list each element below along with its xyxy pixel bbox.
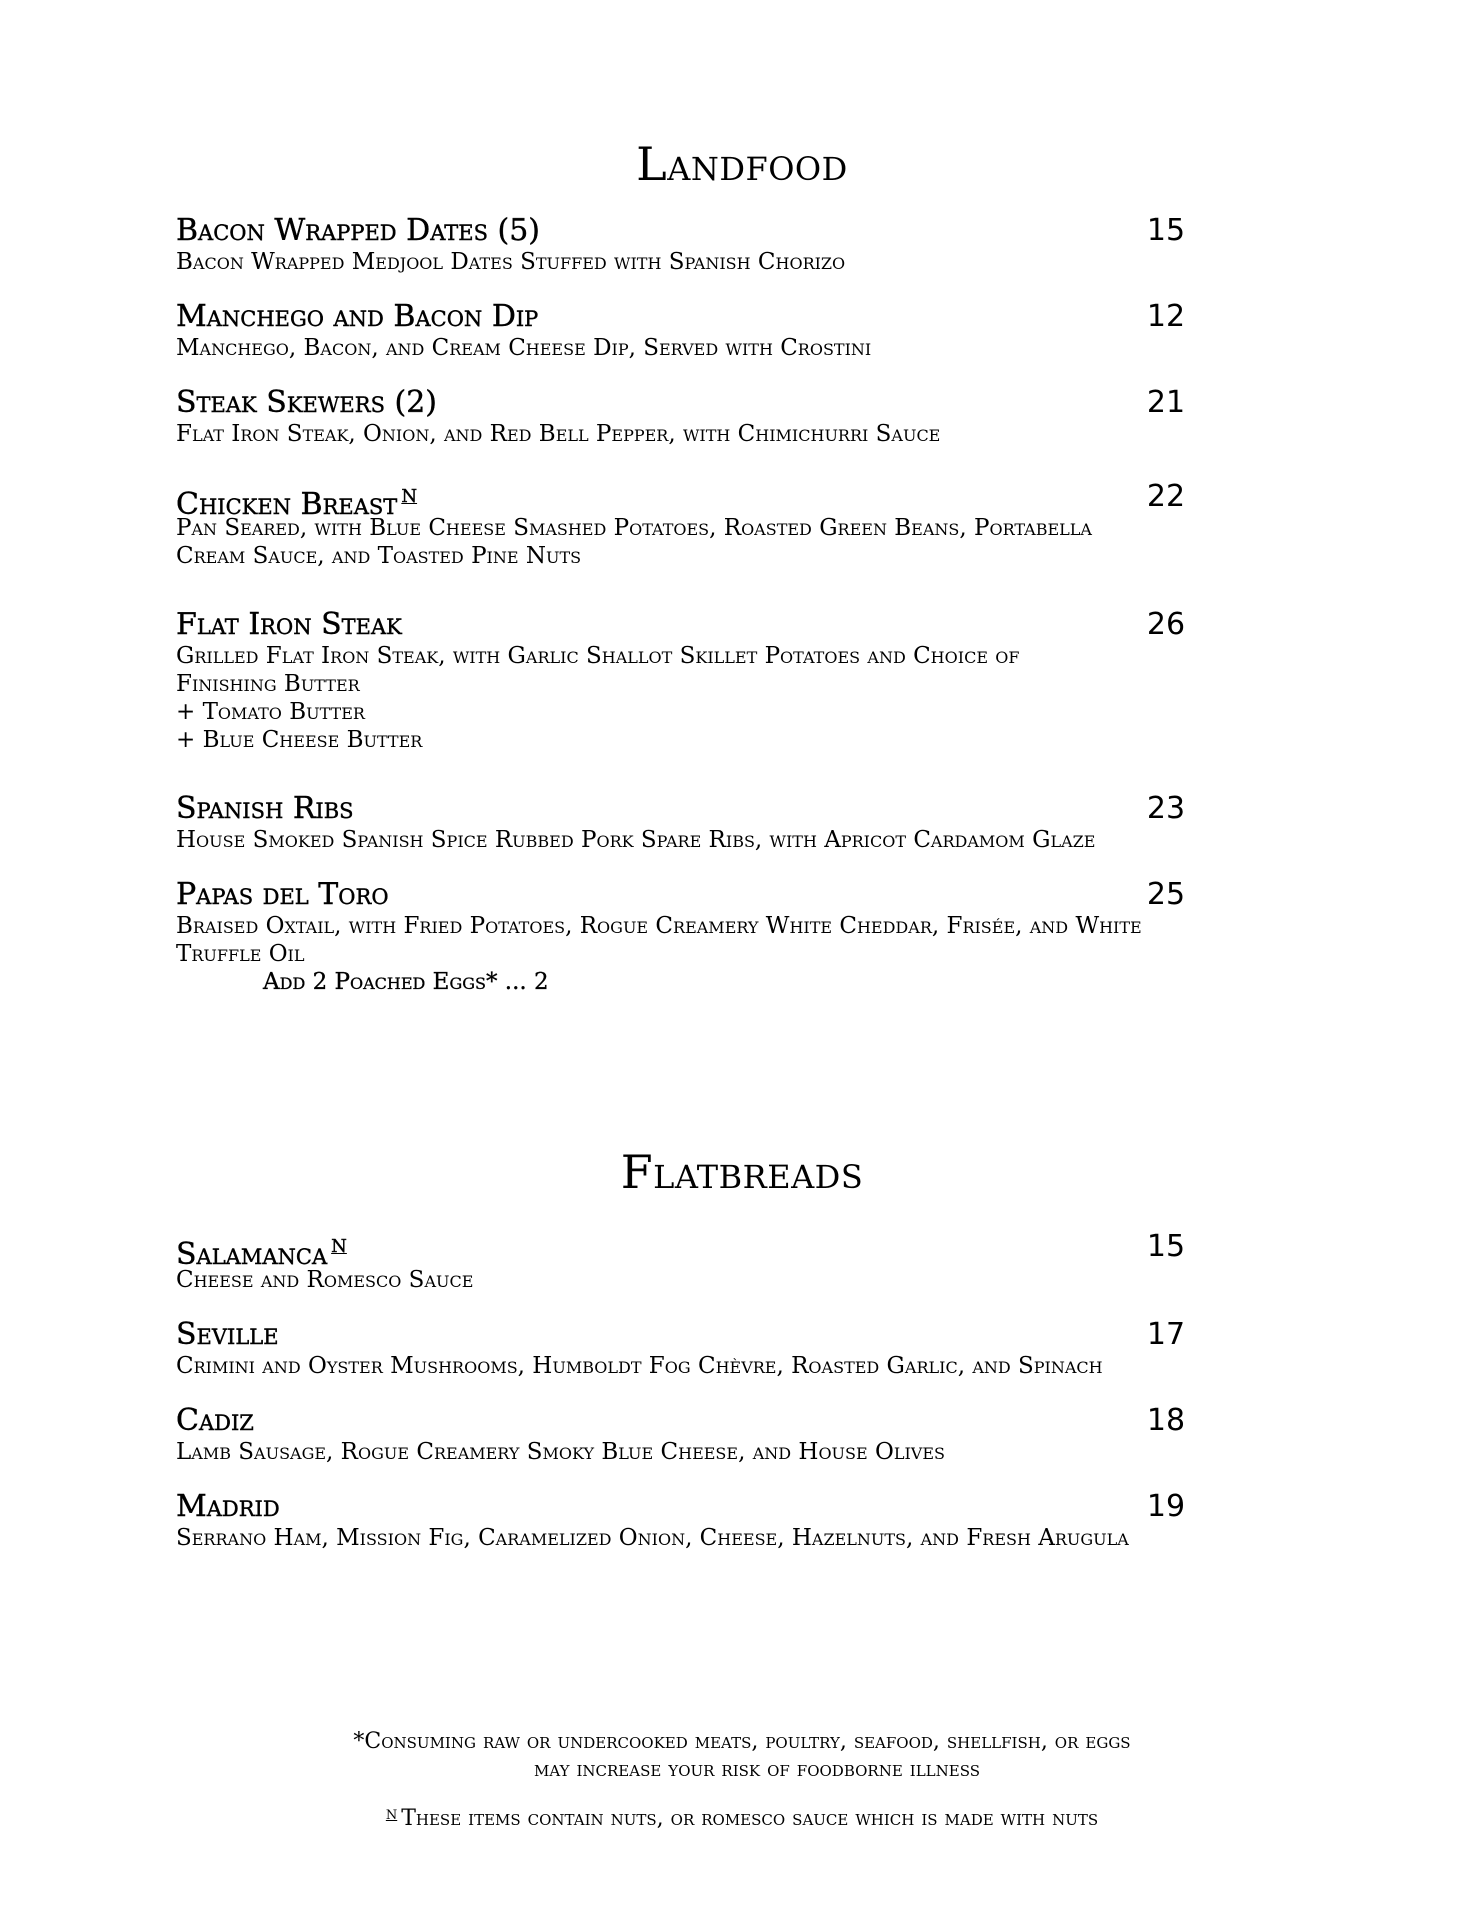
item-description: Serrano Ham, Mission Fig, Caramelized Onion, Cheese, Hazelnuts, and Fresh Arugula: [176, 1525, 1129, 1551]
item-price: 26: [1146, 607, 1186, 642]
item-description: Bacon Wrapped Medjool Dates Stuffed with Spanish Chorizo: [176, 249, 846, 275]
menu-item-papas-del-toro: [176, 878, 1316, 996]
menu-item-cadiz: [176, 1404, 1316, 1466]
item-name: Chicken Breast: [176, 487, 398, 522]
item-name-wrap: [176, 480, 417, 522]
item-name: Salamanca: [176, 1237, 328, 1272]
flatbreads-title: Flatbreads: [620, 1145, 864, 1199]
item-description: Cheese and Romesco Sauce: [176, 1267, 474, 1293]
item-price: 17: [1146, 1317, 1186, 1352]
item-name: Bacon Wrapped Dates (5): [176, 213, 541, 248]
item-description: Manchego, Bacon, and Cream Cheese Dip, Served with Crostini: [176, 335, 872, 361]
raw-food-warning: [0, 1728, 1484, 1784]
item-name: Manchego and Bacon Dip: [176, 299, 539, 334]
item-price: 15: [1146, 1229, 1186, 1264]
item-description: House Smoked Spanish Spice Rubbed Pork Spare Ribs, with Apricot Cardamom Glaze: [176, 827, 1096, 853]
menu-item-spanish-ribs: [176, 792, 1316, 854]
item-description: Grilled Flat Iron Steak, with Garlic Shallot Skillet Potatoes and Choice of: [176, 643, 1020, 669]
item-option: + Tomato Butter: [176, 699, 365, 725]
nut-warning: [0, 1802, 1484, 1833]
item-description: Finishing Butter: [176, 671, 360, 697]
item-name: Steak Skewers (2): [176, 385, 437, 420]
item-price: 12: [1146, 299, 1186, 334]
item-description: Flat Iron Steak, Onion, and Red Bell Pepper, with Chimichurri Sauce: [176, 421, 941, 447]
item-description: Truffle Oil: [176, 941, 305, 967]
menu-item-salamanca: [176, 1230, 1316, 1294]
item-price: 25: [1146, 877, 1186, 912]
menu-item-seville: [176, 1318, 1316, 1380]
item-addon: Add 2 Poached Eggs* ... 2: [263, 969, 549, 995]
menu-item-flat-iron-steak: [176, 608, 1316, 754]
menu-item-madrid: [176, 1490, 1316, 1552]
item-name-wrap: [176, 1230, 347, 1272]
landfood-title: Landfood: [636, 137, 848, 191]
item-price: 23: [1146, 791, 1186, 826]
item-price: 19: [1146, 1489, 1186, 1524]
item-description: Crimini and Oyster Mushrooms, Humboldt Fog Chèvre, Roasted Garlic, and Spinach: [176, 1353, 1103, 1379]
nut-mark: N: [401, 486, 418, 507]
menu-item-steak-skewers: [176, 386, 1316, 448]
raw-food-warning-line2: may increase your risk of foodborne illness: [533, 1757, 981, 1782]
item-name: Spanish Ribs: [176, 791, 354, 826]
nut-mark: N: [385, 1808, 398, 1823]
item-description: Lamb Sausage, Rogue Creamery Smoky Blue Cheese, and House Olives: [176, 1439, 945, 1465]
item-name: Flat Iron Steak: [176, 607, 402, 642]
menu-item-chicken-breast: [176, 480, 1316, 570]
item-price: 21: [1146, 385, 1186, 420]
nut-mark: N: [331, 1236, 347, 1257]
item-price: 22: [1146, 479, 1186, 514]
item-description: Braised Oxtail, with Fried Potatoes, Rogue Creamery White Cheddar, Frisée, and White: [176, 913, 1142, 939]
item-name: Seville: [176, 1317, 279, 1352]
item-option: + Blue Cheese Butter: [176, 727, 423, 753]
item-price: 15: [1146, 213, 1186, 248]
menu-item-bacon-wrapped-dates: [176, 214, 1316, 276]
item-name: Papas del Toro: [176, 877, 389, 912]
nut-warning-text: These items contain nuts, or romesco sauce which is made with nuts: [401, 1806, 1099, 1831]
item-name: Madrid: [176, 1489, 280, 1524]
item-description: Cream Sauce, and Toasted Pine Nuts: [176, 543, 582, 569]
item-price: 18: [1146, 1403, 1186, 1438]
item-description: Pan Seared, with Blue Cheese Smashed Potatoes, Roasted Green Beans, Portabella: [176, 515, 1092, 541]
menu-item-manchego-bacon-dip: [176, 300, 1316, 362]
item-name: Cadiz: [176, 1403, 254, 1438]
raw-food-warning-line1: *Consuming raw or undercooked meats, poultry, seafood, shellfish, or eggs: [353, 1729, 1131, 1754]
